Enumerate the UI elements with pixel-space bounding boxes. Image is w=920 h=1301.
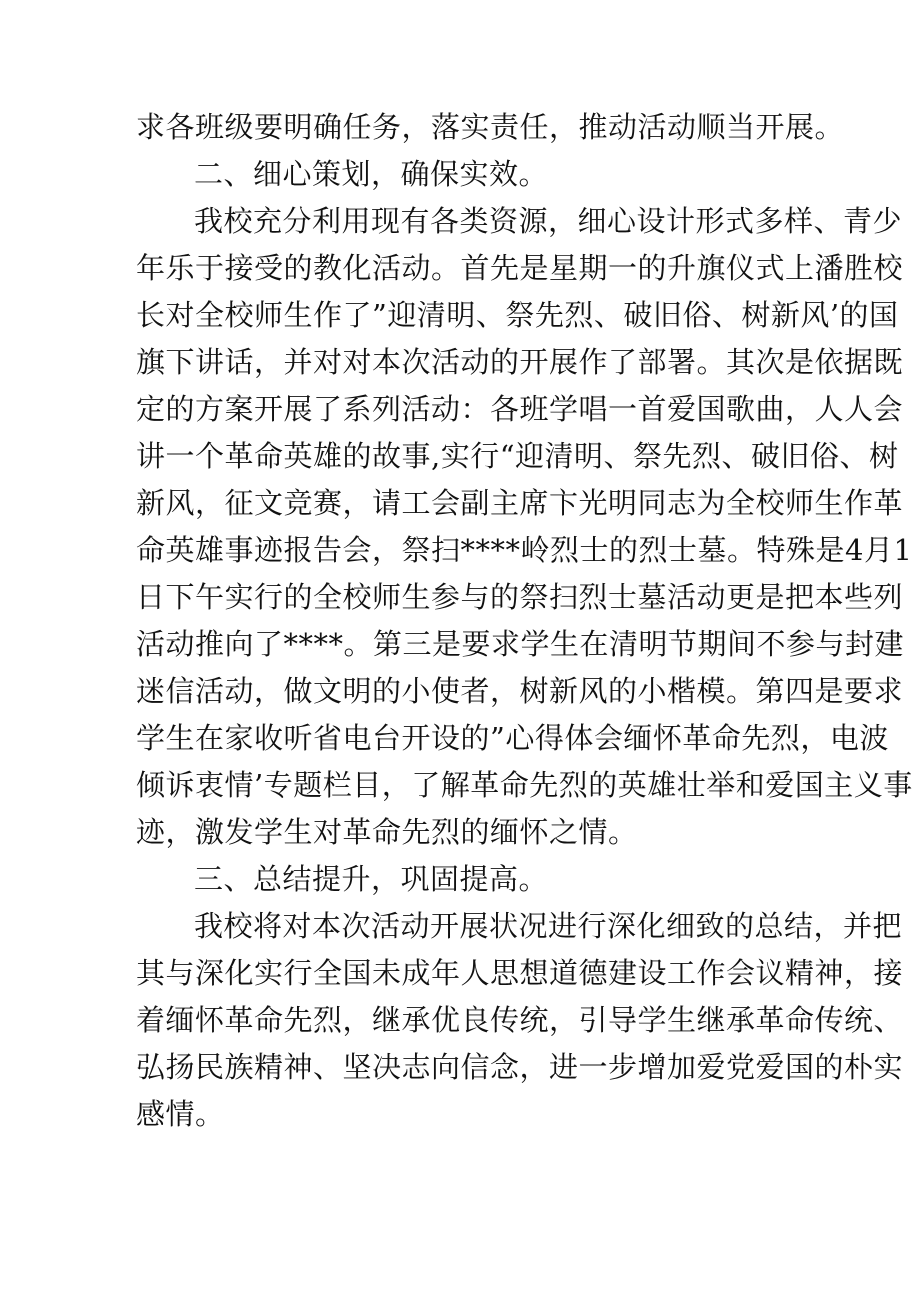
document-body (136, 104, 913, 1138)
text-line: 倾诉衷情’专题栏目，了解革命先烈的英雄壮举和爱国主义事 (136, 768, 913, 802)
text-line: 旗下讲话，并对对本次活动的开展作了部署。其次是依据既 (136, 345, 904, 379)
text-line: 我校将对本次活动开展状况进行深化细致的总结，并把 (194, 909, 903, 943)
text-line: 学生在家收听省电台开设的”心得体会缅怀革命先烈，电波 (136, 721, 889, 755)
text-line: 着缅怀革命先烈，继承优良传统，引导学生继承革命传统、 (136, 1003, 904, 1037)
text-line: 迹，激发学生对革命先烈的缅怀之情。 (136, 815, 638, 849)
text-line: 命英雄事迹报告会，祭扫****岭烈士的烈士墓。特殊是4月1 (136, 533, 913, 567)
text-line: 求各班级要明确任务，落实责任，推动活动顺当开展。 (136, 110, 845, 144)
text-line: 弘扬民族精神、坚决志向信念，进一步增加爱党爱国的朴实 (136, 1050, 904, 1084)
text-line: 日下午实行的全校师生参与的祭扫烈士墓活动更是把本些列 (136, 580, 904, 614)
text-line: 定的方案开展了系列活动：各班学唱一首爱国歌曲，人人会 (136, 392, 904, 426)
text-line: 活动推向了****。第三是要求学生在清明节期间不参与封建 (136, 627, 905, 661)
text-line: 迷信活动，做文明的小使者，树新风的小楷模。第四是要求 (136, 674, 904, 708)
text-line: 新风，征文竞赛，请工会副主席卞光明同志为全校师生作革 (136, 486, 904, 520)
section-heading: 三、总结提升，巩固提高。 (194, 862, 549, 896)
text-line: 其与深化实行全国未成年人思想道德建设工作会议精神，接 (136, 956, 904, 990)
section-heading: 二、细心策划，确保实效。 (194, 157, 549, 191)
text-line: 年乐于接受的教化活动。首先是星期一的升旗仪式上潘胜校 (136, 251, 904, 285)
text-line: 我校充分利用现有各类资源，细心设计形式多样、青少 (194, 204, 903, 238)
text-line: 感情。 (136, 1097, 225, 1131)
text-line: 讲一个革命英雄的故事,实行“迎清明、祭先烈、破旧俗、树 (136, 439, 899, 473)
text-line: 长对全校师生作了”迎清明、祭先烈、破旧俗、树新风’的国 (136, 298, 899, 332)
